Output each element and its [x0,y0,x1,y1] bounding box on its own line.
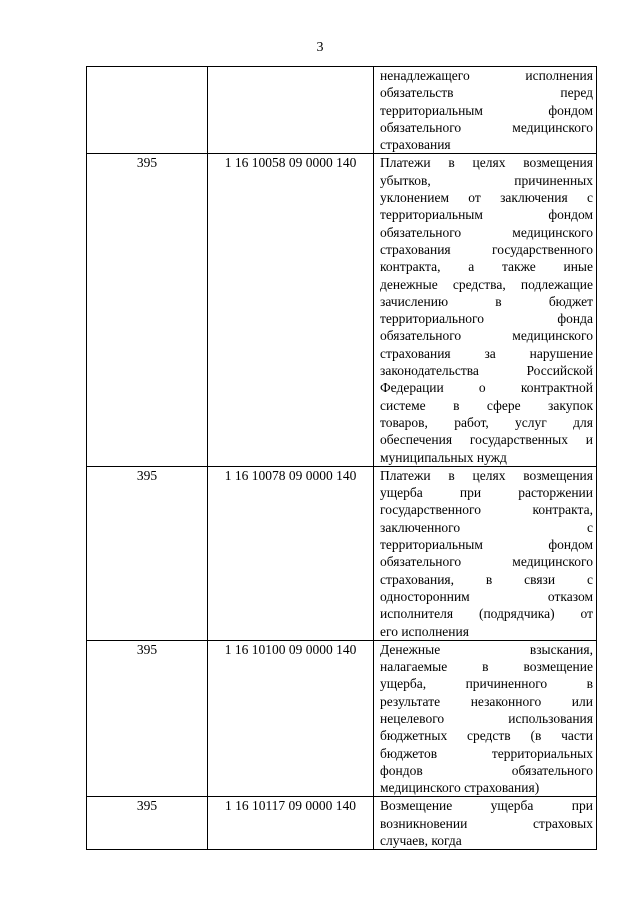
table-row [87,154,597,466]
table-row [87,67,597,154]
description-line: государственного контракта, [380,502,593,518]
admin-code-cell: 395 [87,154,208,466]
table-body [87,67,597,850]
description-line: обязательного медицинского [380,224,593,240]
description-line: уклонением от заключения с [380,190,593,206]
budget-code-cell [208,67,374,154]
description-line: контракта, а также иные [380,259,593,275]
description-line: страхования государственного [380,241,593,257]
description-line: обязательного медицинского [380,554,593,570]
description-line: налагаемые в возмещение [380,659,593,675]
description-line: убытков, причиненных [380,172,593,188]
description-line: фондов обязательного [380,762,593,778]
description-line: страхования, в связи с [380,571,593,587]
description-line: односторонним отказом [380,588,593,604]
description-cell [374,797,597,850]
table-row [87,797,597,850]
description-line: денежные средства, подлежащие [380,276,593,292]
description-line: результате незаконного или [380,693,593,709]
budget-code-cell: 1 16 10078 09 0000 140 [208,466,374,640]
description-line: страхования за нарушение [380,345,593,361]
description-line: Федерации о контрактной [380,380,593,396]
admin-code-cell: 395 [87,640,208,797]
table-row [87,640,597,797]
description-line: территориальным фондом [380,102,593,118]
description-line: его исполнения [380,623,469,639]
description-line: ущерба при расторжении [380,485,593,501]
description-line: Возмещение ущерба при [380,798,593,814]
description-line: обеспечения государственных и [380,432,593,448]
description-line: Платежи в целях возмещения [380,467,593,483]
description-line: ненадлежащего исполнения [380,68,593,83]
description-line: ущерба, причиненного в [380,676,593,692]
description-line: нецелевого использования [380,710,593,726]
admin-code-cell: 395 [87,466,208,640]
description-line: системе в сфере закупок [380,397,593,413]
budget-codes-table [86,66,597,850]
description-line: Платежи в целях возмещения [380,155,593,171]
description-line: обязательного медицинского [380,119,593,135]
page-number: 3 [316,40,324,55]
description-line: бюджетов территориальных [380,745,593,761]
description-line: территориального фонда [380,311,593,327]
description-line: законодательства Российской [380,363,593,379]
budget-code-cell: 1 16 10058 09 0000 140 [208,154,374,466]
description-line: товаров, работ, услуг для [380,414,593,430]
description-line: возникновении страховых [380,815,593,831]
description-line: территориальным фондом [380,207,593,223]
budget-code-cell: 1 16 10100 09 0000 140 [208,640,374,797]
description-line: обязательств перед [380,85,593,101]
description-cell [374,154,597,466]
description-line: медицинского страхования) [380,780,540,796]
admin-code-cell: 395 [87,797,208,850]
description-line: Денежные взыскания, [380,641,593,657]
description-line: исполнителя (подрядчика) от [380,606,593,622]
description-line: обязательного медицинского [380,328,593,344]
description-line: зачислению в бюджет [380,293,593,309]
description-cell [374,640,597,797]
description-line: муниципальных нужд [380,449,507,465]
description-cell [374,67,597,154]
description-line: заключенного с [380,519,593,535]
table-row [87,466,597,640]
description-line: территориальным фондом [380,537,593,553]
description-cell [374,466,597,640]
description-line: страхования [380,137,451,153]
description-line: бюджетных средств (в части [380,728,593,744]
budget-code-cell: 1 16 10117 09 0000 140 [208,797,374,850]
admin-code-cell [87,67,208,154]
description-line: случаев, когда [380,833,462,849]
